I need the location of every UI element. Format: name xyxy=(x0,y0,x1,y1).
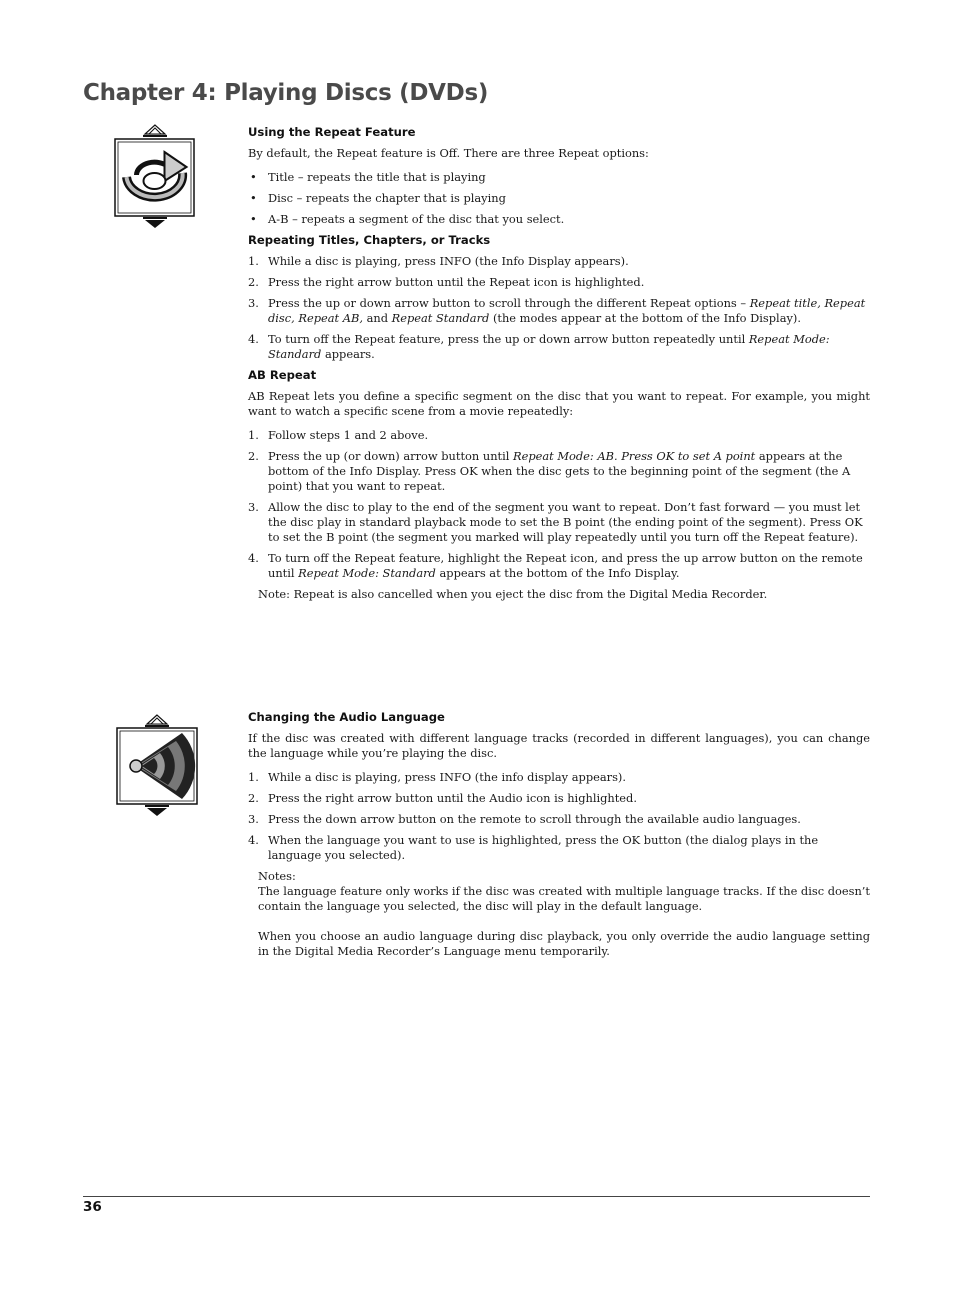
step-number: 2. xyxy=(248,275,259,289)
step-number: 1. xyxy=(248,254,259,268)
step-text: Press the up or down arrow button to scroll through the different Repeat options – xyxy=(268,296,747,310)
audio-section xyxy=(248,710,870,974)
step-number: 4. xyxy=(248,551,259,565)
step-number: 4. xyxy=(248,833,259,847)
step-text: Press the down arrow button on the remote to scroll through the available audio languages. xyxy=(268,812,801,826)
repeat-icon xyxy=(112,123,198,233)
step-text-emphasis: Repeat Standard xyxy=(391,311,490,325)
step-text: (the modes appear at the bottom of the Info Display). xyxy=(492,311,801,325)
list-item: • A-B – repeats a segment of the disc that you select. xyxy=(248,212,870,227)
list-item: • Disc – repeats the chapter that is playing xyxy=(248,191,870,206)
list-item xyxy=(248,275,870,290)
audio-notes xyxy=(258,869,870,959)
step-number: 2. xyxy=(248,449,259,463)
note-text: The language feature only works if the disc was created with multiple language tracks. If the disc doesn’t contain the language you selected, the disc will play in the default language. xyxy=(258,884,870,913)
step-text: appears. xyxy=(324,347,375,361)
step-number: 3. xyxy=(248,296,259,310)
ab-repeat-heading: AB Repeat xyxy=(248,368,317,382)
audio-heading: Changing the Audio Language xyxy=(248,710,445,724)
step-number: 3. xyxy=(248,812,259,826)
list-item xyxy=(248,551,870,581)
repeat-intro: By default, the Repeat feature is Off. There are three Repeat options: xyxy=(248,146,649,160)
list-item xyxy=(248,500,870,545)
ab-repeat-intro: AB Repeat lets you define a specific segment on the disc that you want to repeat. For example, you might want to watch a specific scene from a movie repeatedly: xyxy=(248,389,870,418)
note-text: When you choose an audio language during disc playback, you only override the audio language setting in the Digital Media Recorder’s Language menu temporarily. xyxy=(258,929,870,958)
step-text: To turn off the Repeat feature, press the up or down arrow button repeatedly until xyxy=(268,332,746,346)
step-text: Press the right arrow button until the Audio icon is highlighted. xyxy=(268,791,637,805)
list-item xyxy=(248,332,870,362)
list-item xyxy=(248,812,870,827)
list-item xyxy=(248,449,870,494)
list-item xyxy=(248,296,870,326)
step-text: and xyxy=(366,311,389,325)
notes-label: Notes: xyxy=(258,869,296,883)
step-text: Press the up (or down) arrow button until xyxy=(268,449,510,463)
audio-steps-list xyxy=(248,770,870,863)
page-number: 36 xyxy=(83,1199,102,1215)
repeat-note: Note: Repeat is also cancelled when you eject the disc from the Digital Media Recorder. xyxy=(258,587,768,601)
step-text: While a disc is playing, press INFO (the info display appears). xyxy=(268,770,626,784)
step-number: 1. xyxy=(248,770,259,784)
repeat-steps-list xyxy=(248,254,870,362)
chapter-title: Chapter 4: Playing Discs (DVDs) xyxy=(83,80,489,106)
step-text-emphasis: Repeat Mode: Standard xyxy=(298,566,436,580)
step-number: 3. xyxy=(248,500,259,514)
step-number: 2. xyxy=(248,791,259,805)
list-item xyxy=(248,428,870,443)
list-item xyxy=(248,254,870,269)
audio-icon xyxy=(114,713,200,821)
step-text: appears at the bottom of the Info Display. xyxy=(439,566,680,580)
footer-rule xyxy=(83,1196,870,1197)
repeat-sub-heading: Repeating Titles, Chapters, or Tracks xyxy=(248,233,491,247)
step-text: Press the right arrow button until the Repeat icon is highlighted. xyxy=(268,275,645,289)
step-number: 4. xyxy=(248,332,259,346)
repeat-options-list xyxy=(248,170,870,227)
repeat-section xyxy=(248,125,870,602)
step-text: appears at the bottom of the Info Display. Press OK when the disc gets to the beginning point of the segment (the A point) that you want to repeat. xyxy=(268,449,851,493)
step-number: 1. xyxy=(248,428,259,442)
list-item xyxy=(248,833,870,863)
audio-intro: If the disc was created with different language tracks (recorded in different languages), you can change the language while you’re playing the disc. xyxy=(248,731,870,760)
step-text: While a disc is playing, press INFO (the Info Display appears). xyxy=(268,254,629,268)
list-item xyxy=(248,791,870,806)
step-text-emphasis: Repeat Mode: Standard xyxy=(268,332,830,361)
list-item xyxy=(248,770,870,785)
step-text: Follow steps 1 and 2 above. xyxy=(268,428,429,442)
step-text: Allow the disc to play to the end of the segment you want to repeat. Don’t fast forward — you must let the disc play in standard playback mode to set the B point (the ending point of the segment). Press OK to set the B point (the segment you marked will play repeatedly until you turn off the Repeat feature). xyxy=(268,500,863,544)
step-text-emphasis: Repeat title, Repeat disc, Repeat AB, xyxy=(268,296,866,325)
step-text: To turn off the Repeat feature, highlight the Repeat icon, and press the up arrow button on the remote until xyxy=(268,551,863,580)
list-item: • Title – repeats the title that is playing xyxy=(248,170,870,185)
step-text-emphasis: Repeat Mode: AB. Press OK to set A point xyxy=(513,449,756,463)
step-text: When the language you want to use is highlighted, press the OK button (the dialog plays in the language you selected). xyxy=(268,833,819,862)
repeat-heading: Using the Repeat Feature xyxy=(248,125,416,139)
ab-repeat-steps-list xyxy=(248,428,870,581)
